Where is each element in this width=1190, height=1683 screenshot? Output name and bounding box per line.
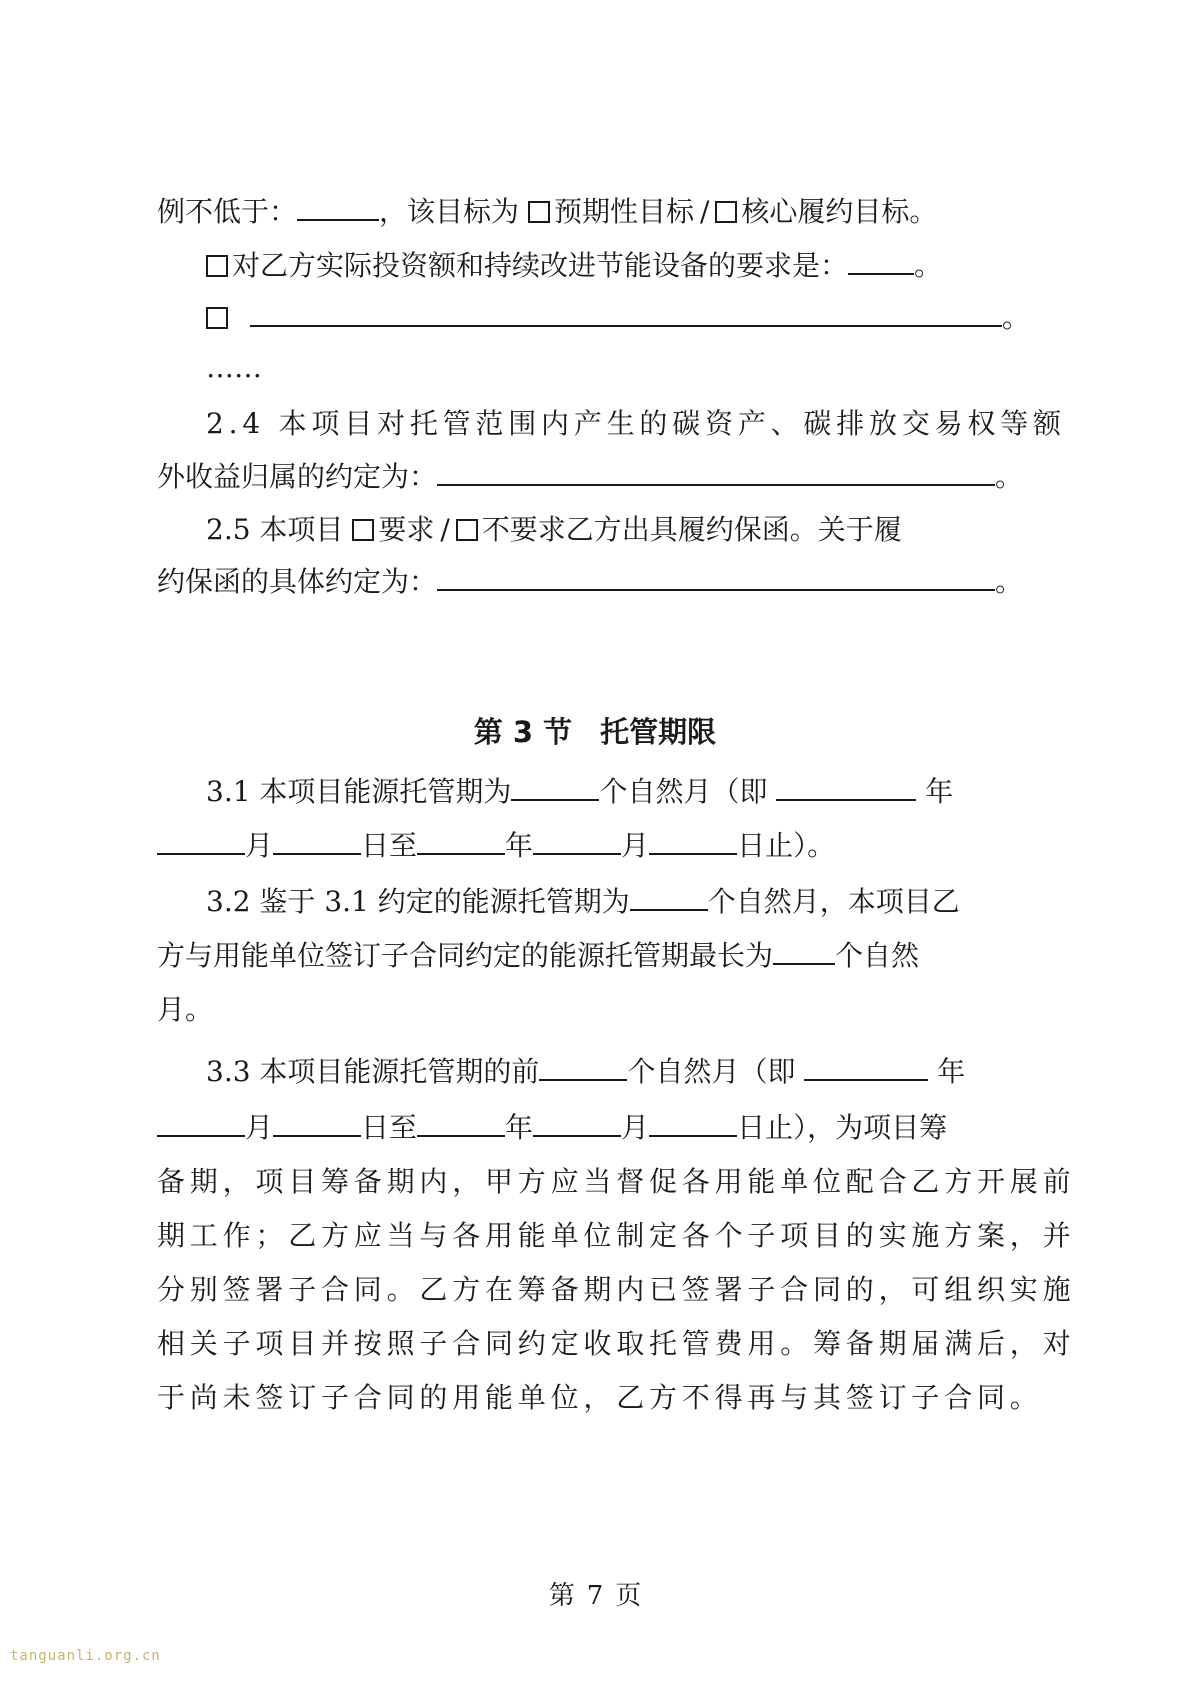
text: 对乙方实际投资额和持续改进节能设备的要求是： [232, 249, 849, 282]
fill-blank[interactable] [773, 937, 835, 965]
text: 月。 [157, 993, 214, 1026]
text: 年 [505, 1111, 534, 1144]
text: 分别签署子合同。乙方在筹备期内已签署子合同的，可组织实施 [157, 1273, 1076, 1306]
option-label: 不要求乙方出具履约保函。关于履 [481, 513, 902, 546]
text: 月 [621, 1111, 650, 1144]
text: 个自然月（即 [599, 775, 768, 808]
text: 年 [937, 1055, 966, 1088]
text: 相关子项目并按照子合同约定收取托管费用。筹备期届满后，对 [157, 1327, 1076, 1360]
line-18 [157, 1268, 1076, 1312]
text: ，该目标为 [379, 195, 520, 228]
text: 外收益归属的约定为： [157, 460, 438, 493]
text: 个自然月，本项目乙 [707, 885, 960, 918]
line-10 [157, 824, 1046, 868]
text: 年 [505, 829, 534, 862]
text: 3.2 鉴于 3.1 约定的能源托管期为 [206, 885, 630, 918]
text: 例不低于： [157, 195, 298, 228]
line-17 [157, 1214, 1076, 1258]
option-label: 预期性目标 [553, 195, 694, 228]
fill-blank[interactable] [437, 458, 995, 486]
text: 年 [925, 775, 954, 808]
text: 。 [995, 460, 1024, 493]
line-5 [206, 402, 1066, 446]
separator: / [440, 513, 450, 546]
checkbox[interactable] [206, 255, 228, 277]
line-11 [206, 880, 1046, 924]
fill-blank[interactable] [250, 299, 1002, 327]
fill-blank[interactable] [649, 1109, 737, 1137]
fill-blank[interactable] [417, 1109, 505, 1137]
line-9 [206, 770, 1046, 814]
text: 个自然 [835, 939, 920, 972]
page-footer [0, 1578, 1190, 1614]
page-suffix: 页 [615, 1581, 642, 1611]
text: 3.3 本项目能源托管期的前 [206, 1055, 540, 1088]
text: 个自然月（即 [627, 1055, 796, 1088]
fill-blank[interactable] [533, 827, 621, 855]
fill-blank[interactable] [511, 773, 599, 801]
fill-blank[interactable] [157, 827, 245, 855]
fill-blank[interactable] [273, 1109, 361, 1137]
checkbox[interactable] [456, 519, 478, 541]
text: 于尚未签订子合同的用能单位，乙方不得再与其签订子合同。 [157, 1381, 1043, 1414]
fill-blank[interactable] [539, 1053, 627, 1081]
fill-blank[interactable] [649, 827, 737, 855]
text: 期工作；乙方应当与各用能单位制定各个子项目的实施方案，并 [157, 1219, 1076, 1252]
option-label: 要求 [378, 513, 435, 546]
section-title: 托管期限 [600, 715, 717, 749]
page-number: 7 [586, 1581, 604, 1611]
fill-blank[interactable] [776, 773, 916, 801]
line-6 [157, 455, 1046, 499]
text: 日止）。 [737, 829, 836, 862]
text: 日至 [361, 1111, 418, 1144]
fill-blank[interactable] [630, 883, 708, 911]
line-8 [157, 560, 1046, 604]
fill-blank[interactable] [157, 1109, 245, 1137]
fill-blank[interactable] [804, 1053, 928, 1081]
text: 月 [245, 1111, 274, 1144]
line-1 [157, 190, 1046, 234]
line-3 [206, 296, 1046, 340]
text: 2.4 本项目对托管范围内产生的碳资产、碳排放交易权等额 [206, 407, 1066, 440]
section-heading [0, 710, 1190, 754]
line-15 [157, 1106, 1046, 1150]
option-label: 核心履约目标。 [741, 195, 938, 228]
text: 月 [621, 829, 650, 862]
text: 3.1 本项目能源托管期为 [206, 775, 512, 808]
line-2 [206, 244, 1046, 288]
line-12 [157, 934, 1046, 978]
text: 2.5 本项目 [206, 513, 344, 546]
checkbox[interactable] [528, 201, 550, 223]
text: 备期，项目筹备期内，甲方应当督促各用能单位配合乙方开展前 [157, 1165, 1076, 1198]
ellipsis: …… [206, 351, 262, 384]
text: 日止），为项目筹 [737, 1111, 948, 1144]
line-4 [206, 346, 1046, 390]
line-13 [157, 988, 1046, 1032]
text: 。 [995, 565, 1024, 598]
text: 。 [1001, 301, 1030, 334]
text: 月 [245, 829, 274, 862]
text: 约保函的具体约定为： [157, 565, 438, 598]
fill-blank[interactable] [417, 827, 505, 855]
line-14 [206, 1050, 1046, 1094]
separator: / [699, 195, 710, 228]
line-19 [157, 1322, 1076, 1366]
fill-blank[interactable] [848, 247, 914, 275]
line-20 [157, 1376, 1046, 1420]
checkbox[interactable] [352, 519, 374, 541]
checkbox[interactable] [715, 201, 737, 223]
fill-blank[interactable] [297, 193, 379, 221]
section-number: 第 3 节 [473, 715, 573, 749]
line-7 [206, 508, 1046, 552]
watermark: tanguanli.org.cn [10, 1648, 161, 1664]
text: 。 [914, 249, 943, 282]
fill-blank[interactable] [273, 827, 361, 855]
checkbox[interactable] [206, 307, 228, 329]
page-prefix: 第 [548, 1581, 575, 1611]
line-16 [157, 1160, 1076, 1204]
fill-blank[interactable] [437, 563, 995, 591]
text: 日至 [361, 829, 418, 862]
fill-blank[interactable] [533, 1109, 621, 1137]
text: 方与用能单位签订子合同约定的能源托管期最长为 [157, 939, 774, 972]
